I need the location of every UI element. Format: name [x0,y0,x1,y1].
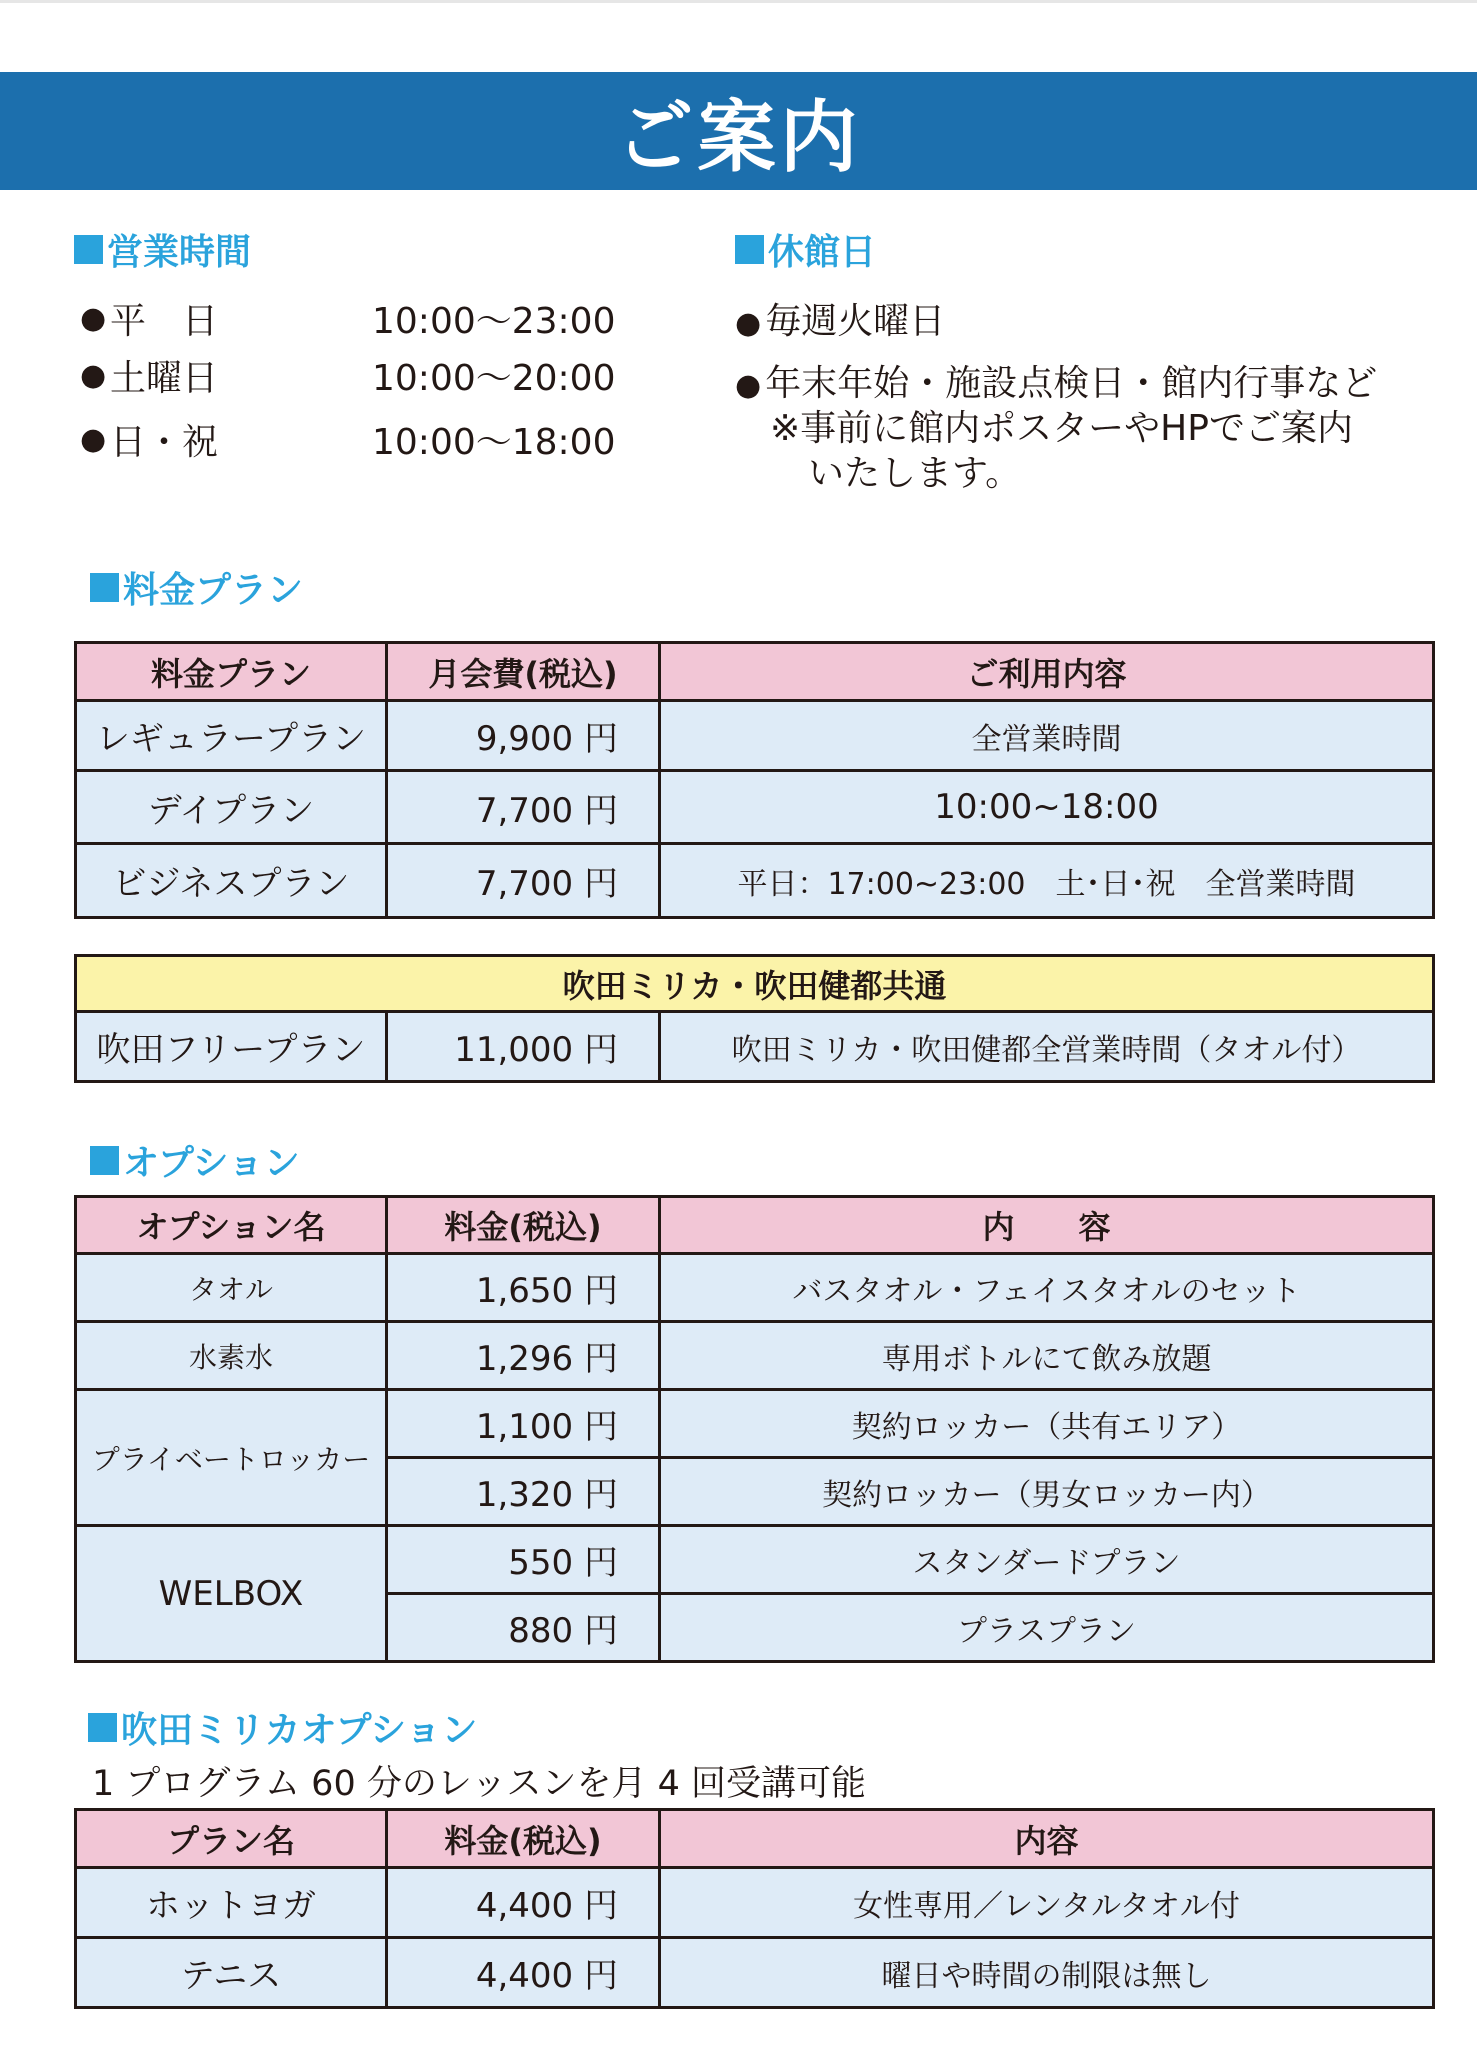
hours-day: 日・祝 [110,422,219,463]
plan-price: 7,700 円 [387,771,660,844]
plan-name: デイプラン [76,771,387,844]
column-header: オプション名 [76,1197,387,1254]
option-price: 550 円 [387,1526,660,1594]
hours-row [80,350,640,401]
plan-price: 11,000 円 [387,1012,660,1082]
column-header: プラン名 [76,1810,387,1868]
option-price: 1,296 円 [387,1322,660,1390]
plan-name: ビジネスプラン [76,844,387,918]
table-row [76,771,1434,844]
plan-name: ホットヨガ [76,1868,387,1938]
option-content: スタンダードプラン [660,1526,1434,1594]
options-heading: オプション [90,1135,300,1186]
square-bullet-icon [74,235,103,264]
table-row [76,1526,1434,1594]
column-header: 月会費(税込) [387,643,660,701]
plan-content: 曜日や時間の制限は無し [660,1938,1434,2008]
option-content: バスタオル・フェイスタオルのセット [660,1254,1434,1322]
hours-day: 平 日 [110,301,219,342]
option-name: タオル [76,1254,387,1322]
option-price: 1,650 円 [387,1254,660,1322]
hours-row [80,414,640,465]
table-row [76,1012,1434,1082]
hours-time: 10:00～23:00 [372,301,616,342]
plan-name: 吹田フリープラン [76,1012,387,1082]
plan-name: レギュラープラン [76,701,387,771]
column-header: 料金(税込) [387,1197,660,1254]
option-content: 専用ボトルにて飲み放題 [660,1322,1434,1390]
table-header-row [76,956,1434,1012]
option-content: 契約ロッカー（男女ロッカー内） [660,1458,1434,1526]
option-name: プライベートロッカー [76,1390,387,1526]
option-content: 契約ロッカー（共有エリア） [660,1390,1434,1458]
closed-heading: 休館日 [735,224,876,275]
plan-content: 全営業時間 [660,701,1434,771]
table-header-row [76,1197,1434,1254]
plan-price: 7,700 円 [387,844,660,918]
table-row [76,1254,1434,1322]
square-bullet-icon [90,1146,119,1175]
column-header: 内 容 [660,1197,1434,1254]
table-row [76,1938,1434,2008]
column-header: 料金(税込) [387,1810,660,1868]
options-table [74,1195,1435,1663]
column-header: ご利用内容 [660,643,1434,701]
closed-item: ● 年末年始・施設点検日・館内行事など [735,363,1378,404]
plan-price: 9,900 円 [387,701,660,771]
hours-heading: 営業時間 [74,224,251,275]
hours-day: 土曜日 [110,358,219,399]
table-row [76,1390,1434,1458]
hours-time: 10:00～18:00 [372,422,616,463]
mirika-table [74,1808,1435,2009]
table-row [76,1322,1434,1390]
bullet-icon: ● [80,358,107,393]
option-content: プラスプラン [660,1594,1434,1662]
option-price: 880 円 [387,1594,660,1662]
closed-note: いたします。 [808,453,1022,494]
mirika-description: 1 プログラム 60 分のレッスンを月 4 回受講可能 [92,1764,867,1804]
square-bullet-icon [90,573,119,602]
column-header: 料金プラン [76,643,387,701]
plan-content: 吹田ミリカ・吹田健都全営業時間（タオル付） [660,1012,1434,1082]
bullet-icon: ● [80,422,107,457]
bullet-icon: ● [80,301,107,336]
closed-item: ● 毎週火曜日 [735,301,946,342]
hours-row [80,293,640,344]
table-header-row [76,643,1434,701]
square-bullet-icon [735,235,764,264]
plan-price: 4,400 円 [387,1938,660,2008]
shared-header: 吹田ミリカ・吹田健都共通 [76,956,1434,1012]
table-row [76,701,1434,771]
fee-heading: 料金プラン [90,562,303,613]
shared-plan-table [74,954,1435,1083]
square-bullet-icon [88,1713,117,1742]
option-name: 水素水 [76,1322,387,1390]
table-row [76,1868,1434,1938]
hours-time: 10:00～20:00 [372,358,616,399]
plan-price: 4,400 円 [387,1868,660,1938]
plan-name: テニス [76,1938,387,2008]
header-banner [0,72,1477,190]
option-name: WELBOX [76,1526,387,1662]
bullet-icon: ● [735,368,762,403]
plan-content: 女性専用／レンタルタオル付 [660,1868,1434,1938]
option-price: 1,320 円 [387,1458,660,1526]
mirika-heading: 吹田ミリカオプション [88,1702,477,1753]
plan-content: 平日：17:00~23:00 土･日･祝 全営業時間 [660,844,1434,918]
fee-table [74,641,1435,919]
table-row [76,844,1434,918]
column-header: 内容 [660,1810,1434,1868]
table-header-row [76,1810,1434,1868]
top-border [0,0,1477,3]
bullet-icon: ● [735,306,762,341]
plan-content: 10:00~18:00 [660,771,1434,844]
page-title: ご案内 [615,93,862,183]
option-price: 1,100 円 [387,1390,660,1458]
closed-note: ※事前に館内ポスターやHPでご案内 [770,408,1353,449]
